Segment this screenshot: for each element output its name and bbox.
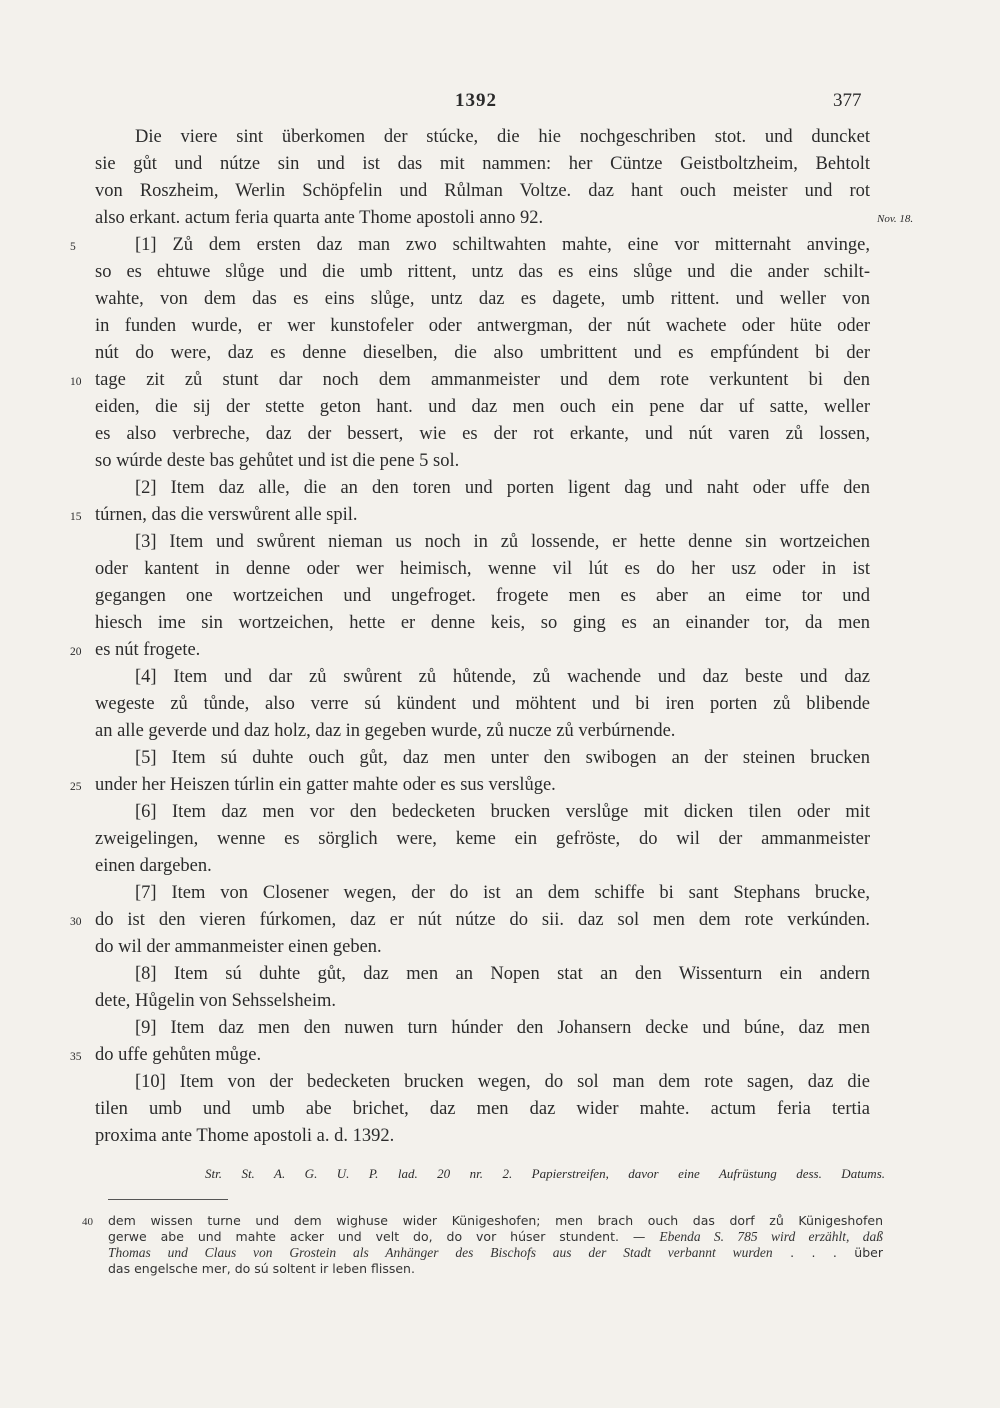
footnote-line	[82, 1213, 883, 1229]
text-line	[95, 1123, 870, 1150]
line-text: also erkant. actum feria quarta ante Thome apostoli anno 92.	[95, 208, 544, 228]
line-text: wahte, von dem das es eins slůge, untz daz es dagete, umb rittent. und weller von	[95, 289, 870, 309]
line-text: [6] Item daz men vor den bedecketen brucken verslůge mit dicken tilen oder mit	[135, 802, 870, 822]
line-text: [5] Item sú duhte ouch gůt, daz men unter den swibogen an der steinen brucken	[135, 748, 870, 768]
line-text: so wúrde deste bas gehůtet und ist die pene 5 sol.	[95, 451, 460, 471]
line-text: oder kantent in denne oder wer heimisch, wenne vil lút es do her usz oder in ist	[95, 559, 870, 579]
line-text: in funden wurde, er wer kunstofeler oder antwergman, der nút wachete oder hüte oder	[95, 316, 870, 336]
line-text: tilen umb und umb abe brichet, daz men daz wider mahte. actum feria tertia	[95, 1099, 870, 1119]
footnote-text: Thomas und Claus von Grostein als Anhänger des Bischofs aus der Stadt verbannt wurden	[108, 1245, 773, 1260]
text-line	[95, 340, 870, 367]
line-text: [2] Item daz alle, die an den toren und porten ligent dag und naht oder uffe den	[135, 478, 870, 498]
text-line	[95, 583, 870, 610]
line-text: an alle geverde und daz holz, daz in gegeben wurde, zů nucze zů verbúrnende.	[95, 721, 676, 741]
line-number: 20	[70, 646, 82, 658]
text-line	[95, 745, 870, 772]
line-text: [9] Item daz men den nuwen turn húnder den Johansern decke und búne, daz men	[135, 1018, 870, 1038]
text-line	[95, 421, 870, 448]
text-line	[95, 1069, 870, 1096]
line-text: dete, Hůgelin von Sehsselsheim.	[95, 991, 336, 1011]
text-line	[95, 961, 870, 988]
line-text: túrnen, das die verswůrent alle spil.	[95, 505, 358, 525]
line-text: tage zit zů stunt dar noch dem ammanmeister und dem rote verkuntent bi den	[95, 370, 870, 390]
text-line	[95, 178, 870, 205]
line-text: hiesch ime sin wortzeichen, hette er denne keis, so ging es an einander tor, da men	[95, 613, 870, 633]
page-number: 377	[833, 90, 862, 111]
text-line	[70, 1042, 870, 1069]
text-line	[70, 367, 870, 394]
text-line	[70, 907, 870, 934]
text-line	[95, 205, 914, 232]
line-text: von Roszheim, Werlin Schöpfelin und Růlman Voltze. daz hant ouch meister und rot	[95, 181, 870, 201]
text-line	[95, 529, 870, 556]
line-text: proxima ante Thome apostoli a. d. 1392.	[95, 1126, 395, 1146]
text-line	[95, 556, 870, 583]
line-number: 10	[70, 376, 82, 388]
text-line	[95, 151, 870, 178]
text-line	[95, 313, 870, 340]
text-line	[95, 691, 870, 718]
line-text: do wil der ammanmeister einen geben.	[95, 937, 382, 957]
footnote-rule	[108, 1199, 228, 1200]
text-line	[95, 664, 870, 691]
line-text: gegangen one wortzeichen und ungefroget. frogete men es aber an eime tor und	[95, 586, 870, 606]
text-line	[95, 880, 870, 907]
margin-date: Nov. 18.	[877, 213, 914, 225]
line-text: [3] Item und swůrent nieman us noch in zů lossende, er hette denne sin wortzeichen	[135, 532, 870, 552]
footnote-text: gerwe abe und mahte acker und velt do, do vor húser stundent. —	[108, 1229, 660, 1244]
footnote-line	[108, 1229, 883, 1245]
footnote	[82, 1213, 884, 1277]
text-line	[95, 259, 870, 286]
text-line	[95, 124, 870, 151]
line-text: [8] Item sú duhte gůt, daz men an Nopen stat an den Wissenturn ein andern	[135, 964, 870, 984]
line-text: under her Heiszen túrlin ein gatter mahte oder es sus verslůge.	[95, 775, 556, 795]
text-line	[95, 853, 870, 880]
line-text: sie gůt und nútze sin und ist das mit nammen: her Cüntze Geistboltzheim, Behtolt	[95, 154, 870, 174]
footnote-text: Ebenda S. 785 wird erzählt, daß	[659, 1229, 884, 1244]
footnote-text: . . . über	[772, 1245, 883, 1260]
line-text: Die viere sint überkomen der stúcke, die hie nochgeschriben stot. und duncket	[135, 127, 870, 147]
text-line	[95, 934, 870, 961]
footnote-text: dem wissen turne und dem wighuse wider Künigeshofen; men brach ouch das dorf zů Künigeshofen	[108, 1213, 883, 1228]
text-line	[70, 772, 870, 799]
line-text: so es ehtuwe slůge und die umb rittent, untz das es eins slůge und die ander schilt-	[95, 262, 870, 282]
line-text: [1] Zů dem ersten daz man zwo schiltwahten mahte, eine vor mitternaht anvinge,	[135, 235, 870, 255]
footnote-text: das engelsche mer, do sú soltent ir leben flissen.	[108, 1261, 415, 1276]
text-line	[95, 1015, 870, 1042]
line-text: [4] Item und dar zů swůrent zů hůtende, zů wachende und daz beste und daz	[135, 667, 870, 687]
line-number: 25	[70, 781, 82, 793]
document-body	[70, 124, 914, 1150]
line-number: 5	[70, 241, 76, 253]
footnote-line	[108, 1261, 883, 1277]
text-line	[95, 718, 870, 745]
page-year: 1392	[455, 90, 497, 111]
line-text: einen dargeben.	[95, 856, 212, 876]
line-text: do uffe gehůten můge.	[95, 1045, 262, 1065]
footnote-line-number: 40	[82, 1216, 93, 1228]
text-line	[95, 286, 870, 313]
line-number: 35	[70, 1051, 82, 1063]
text-line	[95, 394, 870, 421]
source-citation: Str. St. A. G. U. P. lad. 20 nr. 2. Papierstreifen, davor eine Aufrüstung dess. Datums.	[205, 1166, 885, 1181]
text-line	[95, 448, 870, 475]
line-text: [7] Item von Closener wegen, der do ist an dem schiffe bi sant Stephans brucke,	[135, 883, 870, 903]
page-header	[0, 90, 1000, 116]
line-text: es nút frogete.	[95, 640, 201, 660]
text-line	[95, 799, 870, 826]
line-text: wegeste zů tůnde, also verre sú kündent und möhtent und bi iren porten zů blibende	[95, 694, 870, 714]
line-text: do ist den vieren fúrkomen, daz er nút nútze do sii. daz sol men dem rote verkúnden.	[95, 910, 870, 930]
text-line	[95, 826, 870, 853]
line-text: [10] Item von der bedecketen brucken wegen, do sol man dem rote sagen, daz die	[135, 1072, 870, 1092]
text-line	[70, 502, 870, 529]
line-text: eiden, die sij der stette geton hant. und daz men ouch ein pene dar uf satte, weller	[95, 397, 870, 417]
line-text: es also verbreche, daz der bessert, wie es der rot erkante, und nút varen zů lossen,	[95, 424, 870, 444]
line-text: zweigelingen, wenne es sörglich were, keme ein gefröste, do wil der ammanmeister	[95, 829, 870, 849]
text-line	[95, 475, 870, 502]
text-line	[70, 232, 870, 259]
text-line	[95, 988, 870, 1015]
footnote-line	[108, 1245, 883, 1261]
line-number: 15	[70, 511, 82, 523]
line-text: nút do were, daz es denne dieselben, die also umbrittent und es empfúndent bi der	[95, 343, 870, 363]
text-line	[95, 1096, 870, 1123]
text-line	[95, 610, 870, 637]
text-line	[70, 637, 870, 664]
line-number: 30	[70, 916, 82, 928]
